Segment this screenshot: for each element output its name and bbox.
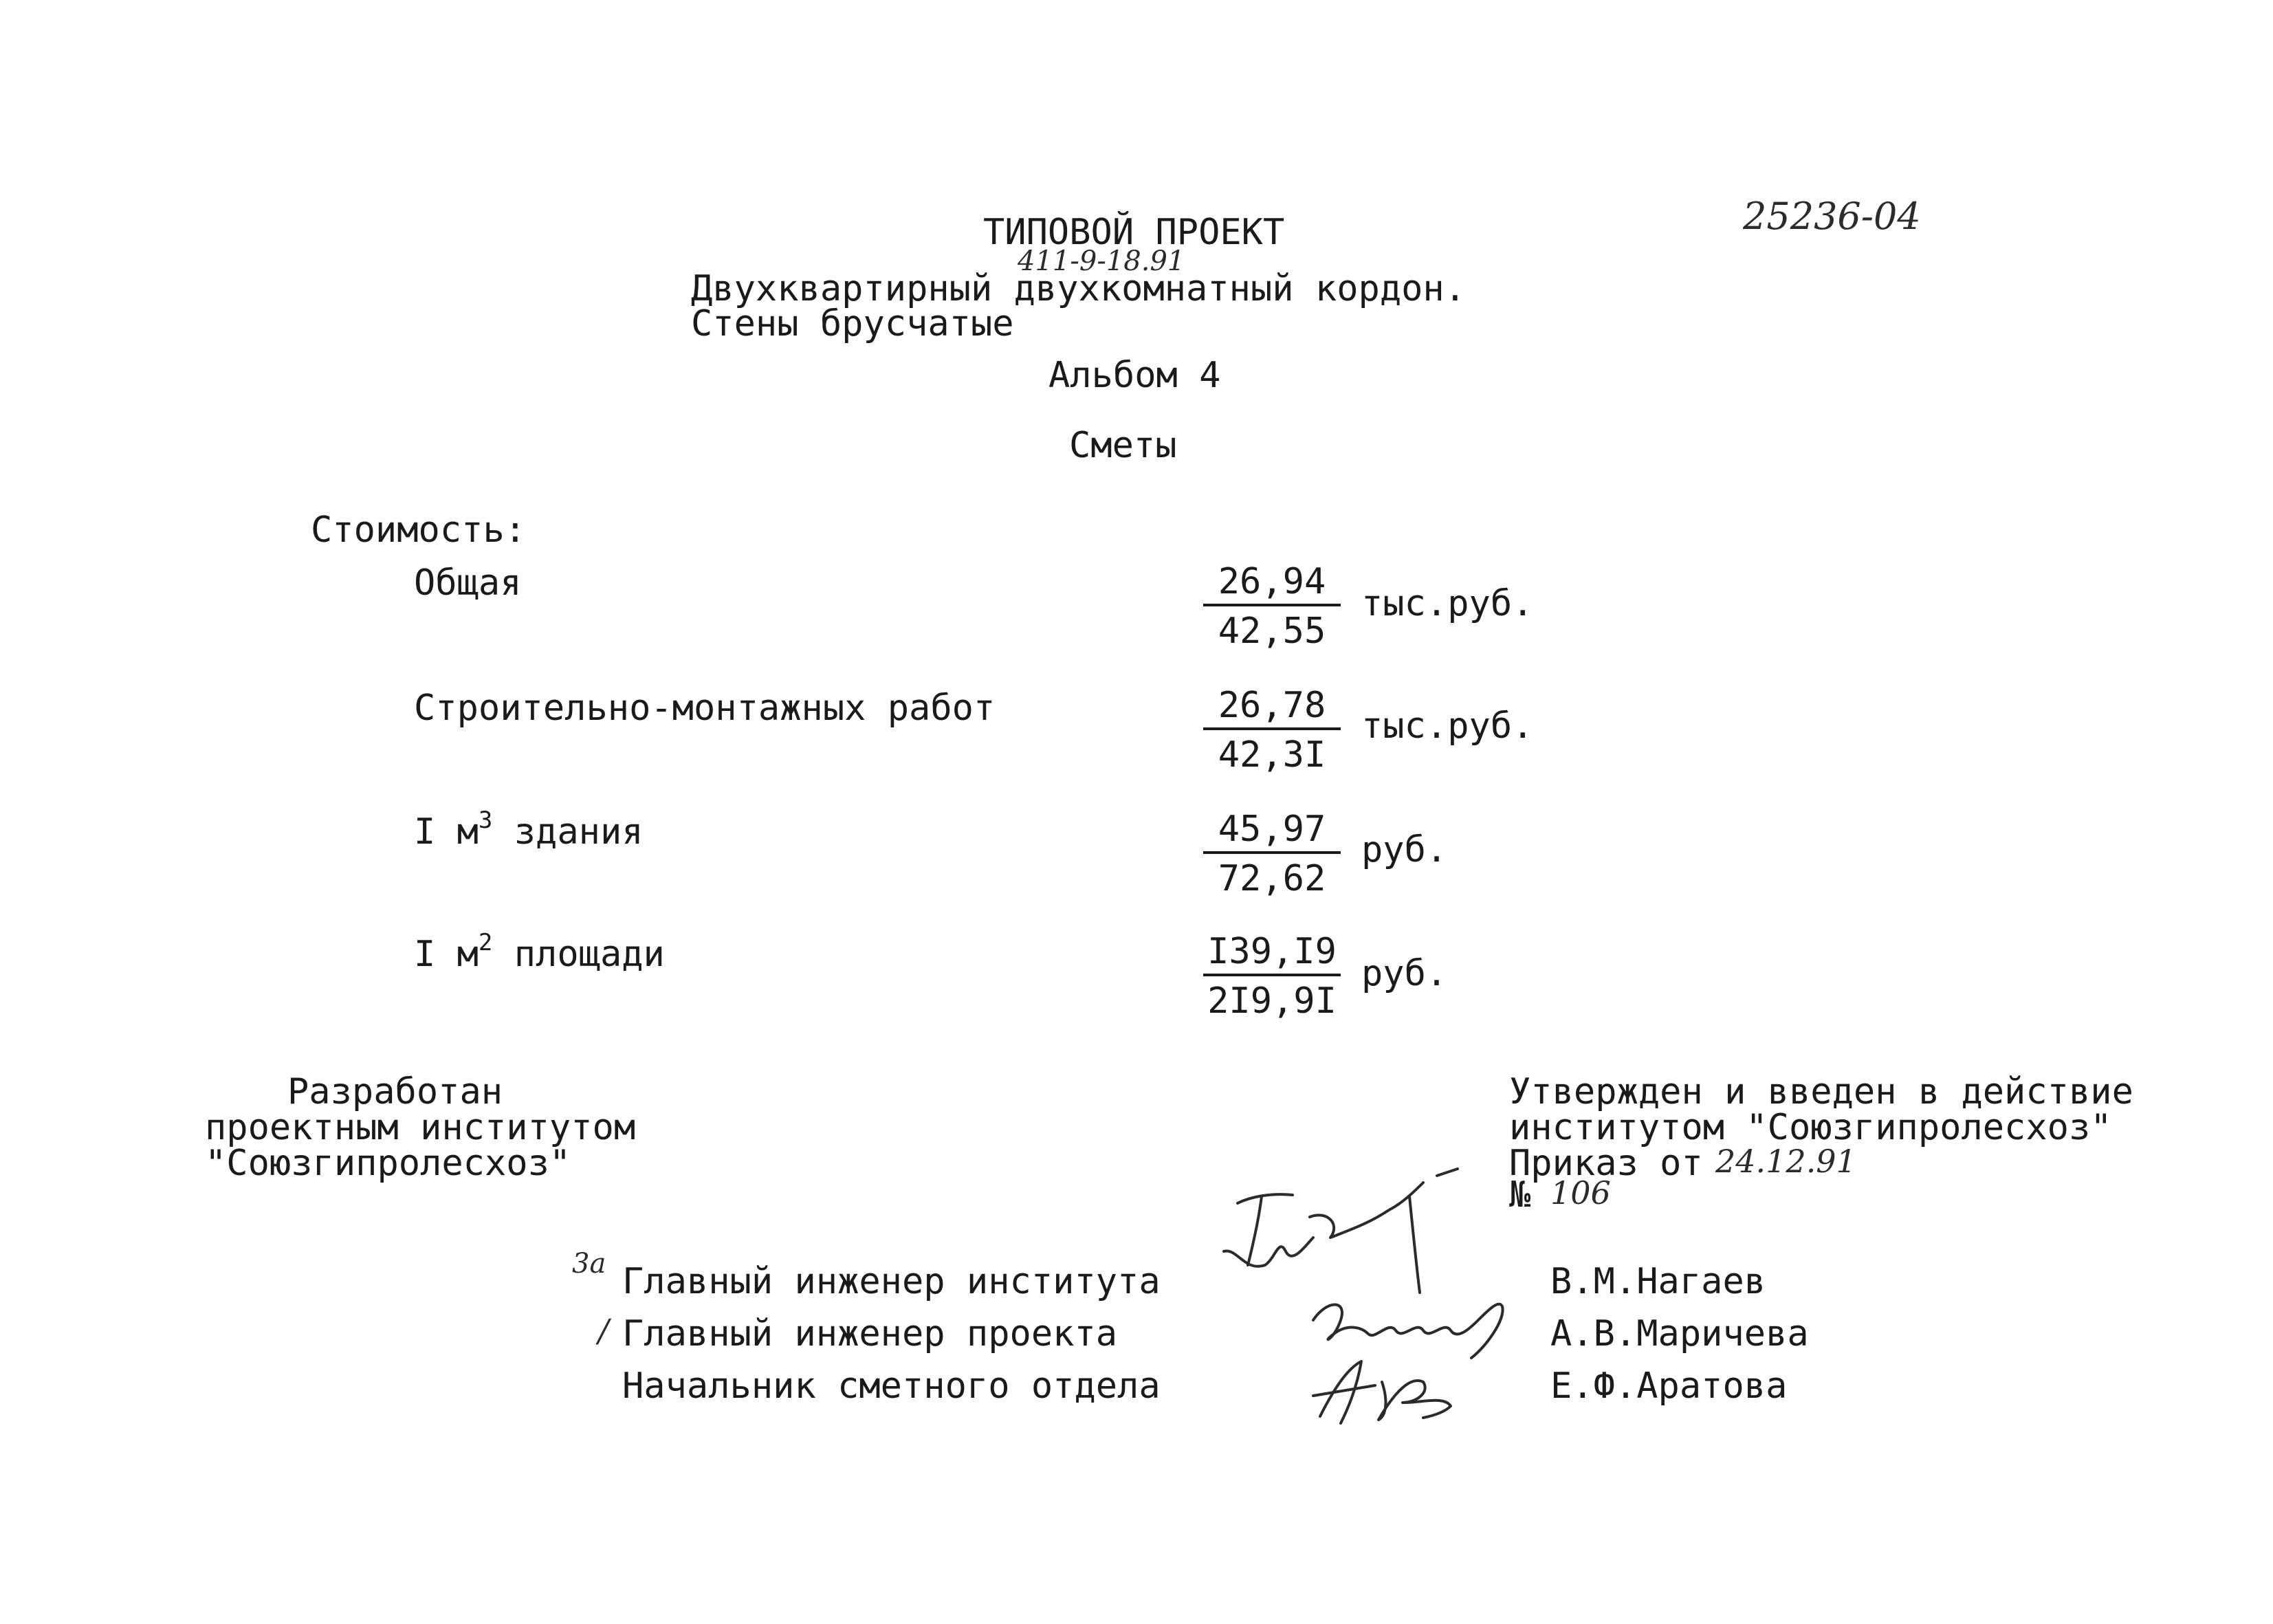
cost-value-construction-top: 26,78: [1203, 688, 1341, 730]
document-title: ТИПОВОЙ ПРОЕКТ: [983, 212, 1285, 253]
cost-label-construction: Строительно-монтажных работ: [414, 688, 996, 729]
signatory-name-3: Е.Ф.Аратова: [1550, 1365, 1788, 1407]
cost-value-per-m2-top: I39,I9: [1203, 934, 1341, 976]
cost-value-construction: [1203, 685, 1341, 776]
approval-line1: Утвержден и введен в действие: [1509, 1071, 2133, 1112]
approval-number-label: №: [1509, 1174, 1531, 1216]
developer-line3: "Союзгипролесхоз": [205, 1143, 571, 1184]
signature-2: [1306, 1293, 1513, 1361]
approval-order-date: 24.12.91: [1715, 1143, 1856, 1180]
cost-label-per-m2-suffix: площади: [492, 934, 665, 975]
cost-label-per-m2-prefix: I м: [414, 934, 479, 975]
cost-label-total: Общая: [414, 562, 522, 604]
margin-note-2: /: [598, 1312, 609, 1349]
cost-value-construction-bottom: 42,3I: [1218, 734, 1326, 776]
project-name-line2: Стены брусчатые: [691, 303, 1014, 344]
cost-value-total-bottom: 42,55: [1218, 611, 1326, 652]
cost-heading: Стоимость:: [311, 509, 527, 551]
cost-label-per-m3-sup: 3: [478, 806, 493, 834]
cost-value-total: [1203, 561, 1341, 652]
document-code: 25236-04: [1743, 195, 1921, 238]
signatory-name-2: А.В.Маричева: [1550, 1313, 1809, 1354]
cost-value-per-m3-bottom: 72,62: [1218, 858, 1326, 899]
cost-label-per-m3-prefix: I м: [414, 811, 479, 853]
section-label: Сметы: [1069, 425, 1177, 466]
signature-1: [1210, 1162, 1485, 1299]
signature-3: [1306, 1354, 1485, 1430]
cost-label-per-m3-suffix: здания: [492, 811, 644, 853]
album-label: Альбом 4: [1048, 355, 1221, 396]
cost-unit-per-m2: руб.: [1361, 953, 1448, 994]
approval-number-value: 106: [1550, 1174, 1611, 1211]
signatory-position-1: Главный инженер института: [622, 1261, 1161, 1302]
developer-line2: проектным институтом: [205, 1107, 636, 1148]
cost-label-per-m2-sup: 2: [478, 929, 493, 956]
cost-unit-per-m3: руб.: [1361, 829, 1448, 870]
signatory-position-2: Главный инженер проекта: [622, 1313, 1118, 1354]
cost-value-per-m2: [1203, 931, 1341, 1022]
cost-value-per-m3: [1203, 811, 1341, 897]
cost-value-per-m2-bottom: 2I9,9I: [1207, 980, 1337, 1022]
cost-label-per-m2: [414, 929, 665, 975]
project-name-line1: Двухквартирный двухкомнатный кордон.: [691, 268, 1467, 309]
approval-order-label: Приказ от: [1509, 1143, 1703, 1184]
approval-line2: институтом "Союзгипролесхоз": [1509, 1107, 2112, 1148]
cost-unit-total: тыс.руб.: [1361, 583, 1534, 624]
signatory-name-1: В.М.Нагаев: [1550, 1261, 1766, 1302]
developer-line1: Разработан: [287, 1071, 503, 1112]
cost-value-per-m3-top: 45,97: [1203, 811, 1341, 854]
cost-label-per-m3: [414, 806, 644, 853]
project-number: 411-9-18.91: [1018, 245, 1185, 277]
cost-value-total-top: 26,94: [1203, 564, 1341, 606]
signatory-position-3: Начальник сметного отдела: [622, 1365, 1161, 1407]
margin-note-1: 3а: [572, 1248, 606, 1280]
cost-unit-construction: тыс.руб.: [1361, 705, 1534, 747]
